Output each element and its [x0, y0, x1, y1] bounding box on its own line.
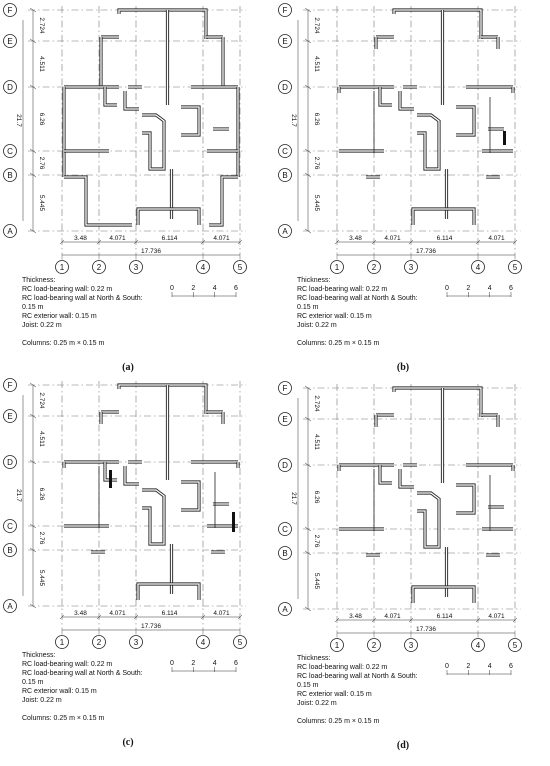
row-spacing-label: 2.76 [38, 531, 45, 545]
panel-caption: (c) [122, 737, 134, 748]
row-spacing-label: 5.445 [38, 194, 45, 212]
scale-bar-label: 0 [170, 660, 174, 667]
thickness-note: RC exterior wall: 0.15 m [297, 313, 372, 320]
col-spacing-label: 6.114 [161, 610, 178, 617]
scale-bar-label: 6 [509, 285, 513, 292]
core-left [105, 87, 117, 105]
row-spacing-label: 4.511 [313, 434, 320, 450]
row-spacing-label: 5.445 [38, 569, 45, 587]
thickness-note: RC load-bearing wall: 0.22 m [297, 664, 388, 671]
total-width-label: 17.736 [416, 248, 436, 255]
row-spacing-label: 2.724 [313, 395, 320, 412]
core-left [380, 465, 392, 483]
stair-core-core [142, 490, 164, 544]
core-right-core [456, 107, 474, 135]
col-axis-label: 3 [133, 638, 139, 647]
thickness-note: Joist: 0.22 m [22, 322, 62, 329]
thickness-title: Thickness: [297, 655, 331, 662]
row-spacing-label: 6.26 [313, 490, 320, 504]
south-entrance-core [413, 587, 474, 603]
row-axis-label: D [7, 458, 13, 467]
core-left-2-core [125, 466, 139, 484]
panel-caption: (d) [396, 740, 410, 751]
north-wall [394, 388, 481, 417]
thickness-note: Joist: 0.22 m [22, 697, 62, 704]
col-spacing-label: 4.071 [384, 235, 401, 242]
col-axis-label: 2 [371, 263, 377, 272]
core-right [181, 482, 199, 510]
core-left-2 [400, 469, 414, 487]
row-axis-label: C [7, 522, 13, 531]
scale-bar-label: 4 [487, 663, 492, 670]
thickness-title: Thickness: [22, 652, 56, 659]
south-entrance [413, 209, 474, 225]
scale-bar-label: 0 [170, 285, 174, 292]
thickness-note: Joist: 0.22 m [297, 322, 337, 329]
row-axis-label: C [282, 525, 288, 534]
stair-core [142, 115, 164, 169]
core-left-core [380, 465, 392, 483]
scale-bar-label: 0 [445, 285, 449, 292]
scale-bar-label: 4 [487, 285, 492, 292]
col-axis-label: 4 [200, 263, 206, 272]
south-entrance [413, 587, 474, 603]
south-entrance-core [138, 584, 199, 600]
thickness-note: RC load-bearing wall at North & South: [297, 673, 418, 680]
col-spacing-label: 4.071 [488, 235, 505, 242]
thickness-note: RC load-bearing wall at North & South: [297, 295, 418, 302]
total-width-label: 17.736 [416, 626, 436, 633]
row-spacing-label: 2.724 [38, 392, 45, 409]
core-right [181, 107, 199, 135]
total-width-label: 17.736 [141, 248, 161, 255]
scale-bar-label: 2 [191, 660, 196, 667]
scale-bar-label: 2 [466, 663, 471, 670]
row-axis-label: E [7, 37, 13, 46]
row-axis-label: A [7, 227, 13, 236]
stair-core [417, 115, 439, 169]
col-axis-label: 1 [59, 263, 65, 272]
columns-note: Columns: 0.25 m × 0.15 m [297, 718, 380, 725]
row-spacing-label: 5.445 [313, 194, 320, 212]
row-axis-label: E [282, 415, 288, 424]
core-right [456, 485, 474, 513]
row-axis-label: F [282, 6, 288, 15]
core-left-core [380, 87, 392, 105]
core-left [380, 87, 392, 105]
south-entrance-core [413, 209, 474, 225]
col-spacing-label: 6.114 [161, 235, 178, 242]
col-axis-label: 5 [237, 263, 243, 272]
col-spacing-label: 4.071 [109, 235, 126, 242]
row-axis-label: A [282, 227, 288, 236]
stair-core-core [417, 493, 439, 547]
row-spacing-label: 2.724 [38, 17, 45, 34]
col-spacing-label: 4.071 [213, 235, 230, 242]
scale-bar-label: 0 [445, 663, 449, 670]
col-spacing-label: 3.48 [349, 613, 362, 620]
thickness-note: 0.15 m [22, 304, 44, 311]
col-spacing-label: 4.071 [488, 613, 505, 620]
thickness-note: Joist: 0.22 m [297, 700, 337, 707]
south-entrance [138, 584, 199, 600]
row-axis-label: D [282, 461, 288, 470]
row-spacing-label: 2.76 [313, 156, 320, 170]
total-width-label: 17.736 [141, 623, 161, 630]
row-axis-label: D [7, 83, 13, 92]
col-axis-label: 4 [475, 263, 481, 272]
stair-core [417, 493, 439, 547]
plan-panel-b [279, 4, 522, 374]
south-entrance-core [138, 209, 199, 225]
thickness-title: Thickness: [297, 277, 331, 284]
thickness-note: RC load-bearing wall: 0.22 m [297, 286, 388, 293]
core-left-2 [400, 91, 414, 109]
south-wall-left [64, 177, 132, 225]
panel-caption: (a) [122, 362, 134, 373]
col-spacing-label: 6.114 [436, 613, 453, 620]
columns-note: Columns: 0.25 m × 0.15 m [22, 340, 105, 347]
row-axis-label: B [7, 171, 13, 180]
col-axis-label: 1 [334, 641, 340, 650]
col-axis-label: 3 [133, 263, 139, 272]
south-entrance [138, 209, 199, 225]
core-left-core [105, 87, 117, 105]
north-wall-core [394, 388, 481, 417]
stair-core [142, 490, 164, 544]
row-spacing-label: 6.26 [38, 487, 45, 501]
north-wall-core [119, 10, 206, 39]
total-height-label: 21.7 [290, 492, 297, 505]
north-wall-core [119, 385, 206, 414]
col-spacing-label: 4.071 [109, 610, 126, 617]
total-height-label: 21.7 [15, 489, 22, 502]
stair-core-core [142, 115, 164, 169]
core-left-2-core [400, 91, 414, 109]
core-left-2-core [125, 91, 139, 109]
col-spacing-label: 4.071 [213, 610, 230, 617]
thickness-note: RC load-bearing wall: 0.22 m [22, 286, 113, 293]
row-axis-label: F [7, 6, 13, 15]
col-spacing-label: 3.48 [349, 235, 362, 242]
scale-bar-label: 2 [466, 285, 471, 292]
row-axis-label: C [7, 147, 13, 156]
col-axis-label: 3 [408, 263, 414, 272]
thick-wall-segment [109, 470, 112, 488]
scale-bar-label: 4 [212, 285, 217, 292]
stair-core-core [417, 115, 439, 169]
core-left-2 [125, 91, 139, 109]
scale-bar-label: 4 [212, 660, 217, 667]
core-right [456, 107, 474, 135]
core-left-2 [125, 466, 139, 484]
col-axis-label: 1 [59, 638, 65, 647]
core-left-2-core [400, 469, 414, 487]
row-axis-label: C [282, 147, 288, 156]
col-axis-label: 4 [475, 641, 481, 650]
row-spacing-label: 2.76 [38, 156, 45, 170]
thickness-note: 0.15 m [297, 682, 319, 689]
row-axis-label: E [282, 37, 288, 46]
col-axis-label: 2 [96, 638, 102, 647]
col-axis-label: 5 [512, 263, 518, 272]
core-right-core [456, 485, 474, 513]
col-axis-label: 5 [512, 641, 518, 650]
thick-wall-segment [503, 131, 506, 145]
thickness-title: Thickness: [22, 277, 56, 284]
scale-bar-label: 6 [509, 663, 513, 670]
col-spacing-label: 6.114 [436, 235, 453, 242]
thickness-note: RC load-bearing wall: 0.22 m [22, 661, 113, 668]
row-spacing-label: 6.26 [38, 112, 45, 126]
thickness-note: 0.15 m [22, 679, 44, 686]
total-height-label: 21.7 [15, 114, 22, 127]
row-spacing-label: 2.724 [313, 17, 320, 34]
row-spacing-label: 4.511 [313, 56, 320, 72]
col-axis-label: 2 [371, 641, 377, 650]
row-axis-label: A [7, 602, 13, 611]
row-axis-label: B [282, 171, 288, 180]
row-axis-label: E [7, 412, 13, 421]
row-axis-label: F [282, 384, 288, 393]
north-wall [119, 385, 206, 414]
columns-note: Columns: 0.25 m × 0.15 m [297, 340, 380, 347]
col-axis-label: 2 [96, 263, 102, 272]
south-wall-left-core [64, 177, 132, 225]
col-axis-label: 3 [408, 641, 414, 650]
col-spacing-label: 3.48 [74, 610, 87, 617]
col-axis-label: 4 [200, 638, 206, 647]
row-axis-label: D [282, 83, 288, 92]
row-axis-label: F [7, 381, 13, 390]
core-right-core [181, 482, 199, 510]
row-spacing-label: 4.511 [38, 56, 45, 72]
col-axis-label: 1 [334, 263, 340, 272]
col-spacing-label: 4.071 [384, 613, 401, 620]
scale-bar-label: 2 [191, 285, 196, 292]
thickness-note: RC exterior wall: 0.15 m [22, 313, 97, 320]
plan-panel-c [4, 379, 247, 749]
thickness-note: RC load-bearing wall at North & South: [22, 295, 143, 302]
scale-bar-label: 6 [234, 285, 238, 292]
scale-bar-label: 6 [234, 660, 238, 667]
col-spacing-label: 3.48 [74, 235, 87, 242]
row-spacing-label: 2.76 [313, 534, 320, 548]
north-wall [119, 10, 206, 39]
row-spacing-label: 5.445 [313, 572, 320, 590]
thickness-note: RC load-bearing wall at North & South: [22, 670, 143, 677]
south-wall-right [209, 177, 238, 225]
plan-panel-a [4, 4, 247, 374]
thickness-note: RC exterior wall: 0.15 m [22, 688, 97, 695]
row-spacing-label: 6.26 [313, 112, 320, 126]
row-spacing-label: 4.511 [38, 431, 45, 447]
col-axis-label: 5 [237, 638, 243, 647]
row-axis-label: A [282, 605, 288, 614]
core-right-core [181, 107, 199, 135]
thickness-note: RC exterior wall: 0.15 m [297, 691, 372, 698]
row-axis-label: B [7, 546, 13, 555]
north-wall [394, 10, 481, 39]
total-height-label: 21.7 [290, 114, 297, 127]
thickness-note: 0.15 m [297, 304, 319, 311]
columns-note: Columns: 0.25 m × 0.15 m [22, 715, 105, 722]
north-wall-core [394, 10, 481, 39]
row-axis-label: B [282, 549, 288, 558]
panel-caption: (b) [396, 362, 410, 373]
thick-wall-segment [232, 512, 235, 532]
plan-panel-d [279, 382, 522, 752]
